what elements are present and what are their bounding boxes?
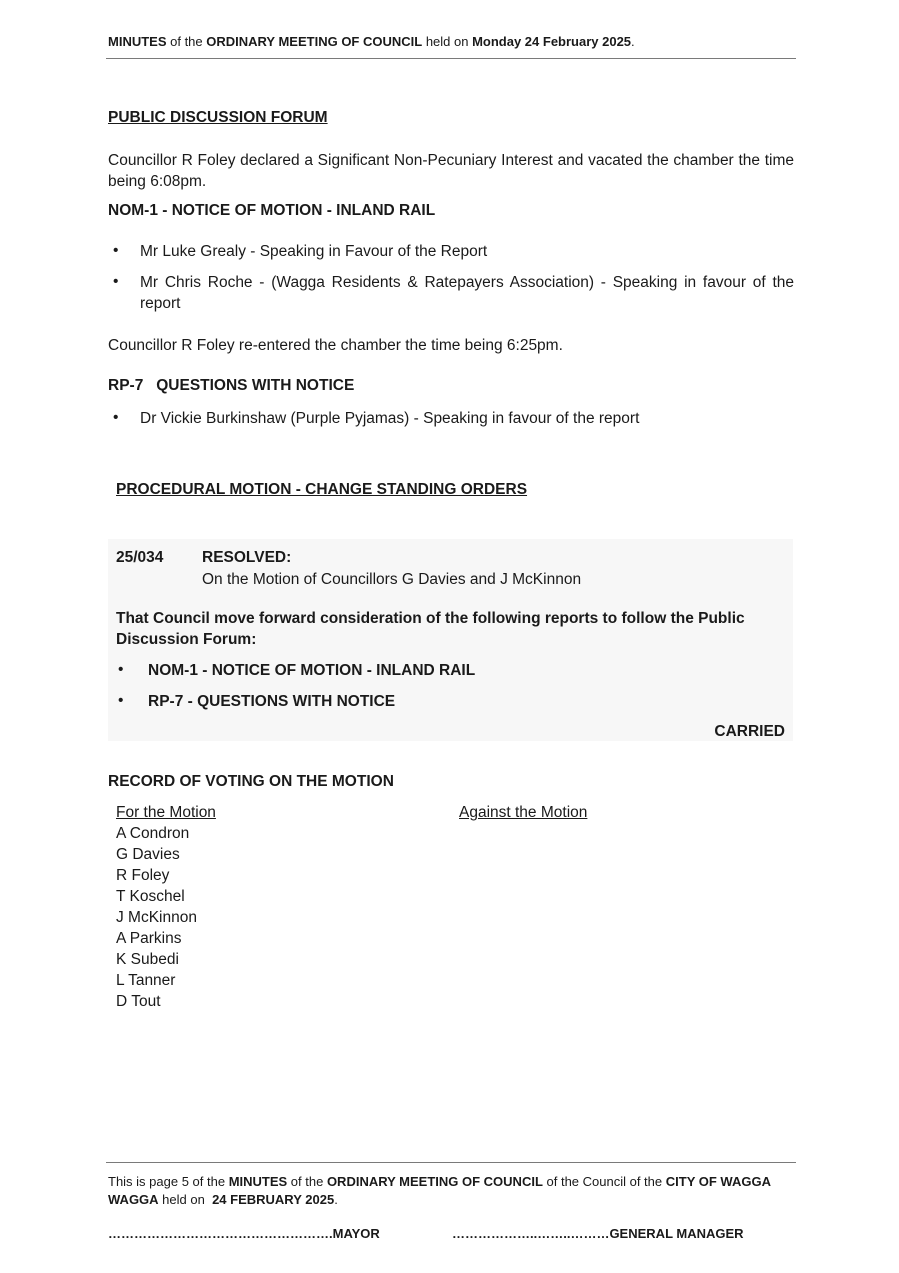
footer-text-1: This is page 5 of the (108, 1174, 229, 1189)
for-voter: G Davies (116, 846, 180, 863)
footer-minutes: MINUTES (228, 1174, 288, 1189)
for-voter: T Koschel (116, 888, 185, 905)
header-rule (106, 58, 796, 59)
resolution-mover: On the Motion of Councillors G Davies and J McKinnon (202, 571, 582, 588)
header-minutes: MINUTES (108, 34, 167, 49)
against-label: Against the Motion (459, 804, 588, 821)
page-header (108, 34, 798, 49)
bullet-icon: • (113, 409, 119, 426)
for-voter: A Parkins (116, 930, 182, 947)
footer-city: CITY OF WAGGA WAGGA (108, 1174, 771, 1207)
header-date: Monday 24 February 2025 (472, 34, 632, 49)
bullet-icon: • (113, 273, 119, 290)
header-held-on: held on (422, 34, 473, 49)
for-list (116, 823, 197, 1012)
resolution-item-1: NOM-1 - NOTICE OF MOTION - INLAND RAIL (148, 662, 476, 679)
for-voter: R Foley (116, 867, 170, 884)
resolution-result: CARRIED (714, 723, 785, 740)
footer-date: 24 FEBRUARY 2025 (212, 1192, 335, 1207)
procedural-heading: PROCEDURAL MOTION - CHANGE STANDING ORDERS (116, 481, 528, 498)
resolution-motion: That Council move forward consideration of the following reports to follow the Public Discussion Forum: (116, 610, 745, 648)
rp-speaker-1: Dr Vickie Burkinshaw (Purple Pyjamas) - Speaking in favour of the report (140, 410, 640, 427)
forum-declaration: Councillor R Foley declared a Significant Non-Pecuniary Interest and vacated the chamber the time being 6:08pm. (108, 152, 794, 190)
rp-heading: RP-7 QUESTIONS WITH NOTICE (108, 377, 355, 394)
voting-heading: RECORD OF VOTING ON THE MOTION (108, 773, 394, 790)
forum-heading: PUBLIC DISCUSSION FORUM (108, 109, 328, 126)
footer-text-5: . (334, 1192, 338, 1207)
nom-heading: NOM-1 - NOTICE OF MOTION - INLAND RAIL (108, 202, 436, 219)
resolution-item-2: RP-7 - QUESTIONS WITH NOTICE (148, 693, 396, 710)
resolution-number: 25/034 (116, 549, 164, 566)
page-footer (108, 1173, 798, 1209)
header-meeting: ORDINARY MEETING OF COUNCIL (206, 34, 423, 49)
for-voter: J McKinnon (116, 909, 197, 926)
bullet-icon: • (118, 692, 124, 709)
for-voter: D Tout (116, 993, 161, 1010)
for-voter: K Subedi (116, 951, 179, 968)
resolution-resolved: RESOLVED: (202, 549, 292, 566)
nom-speaker-2: Mr Chris Roche - (Wagga Residents & Ratepayers Association) - Speaking in favour of the report (140, 274, 794, 312)
for-label: For the Motion (116, 804, 216, 821)
bullet-icon: • (113, 242, 119, 259)
mayor-signature-line: …………………………………………….MAYOR (108, 1226, 380, 1241)
footer-text-2: of the (287, 1174, 327, 1189)
for-voter: L Tanner (116, 972, 176, 989)
nom-speaker-1: Mr Luke Grealy - Speaking in Favour of the Report (140, 243, 488, 260)
header-of-the: of the (166, 34, 207, 49)
for-voter: A Condron (116, 825, 190, 842)
footer-text-4: held on (158, 1192, 213, 1207)
footer-meeting: ORDINARY MEETING OF COUNCIL (326, 1174, 543, 1189)
bullet-icon: • (118, 661, 124, 678)
general-manager-signature-line: ………………..……..………GENERAL MANAGER (452, 1226, 744, 1241)
footer-text-3: of the Council of the (542, 1174, 666, 1189)
footer-rule (106, 1162, 796, 1163)
forum-reentered: Councillor R Foley re-entered the chamber the time being 6:25pm. (108, 337, 563, 354)
header-period: . (631, 34, 635, 49)
